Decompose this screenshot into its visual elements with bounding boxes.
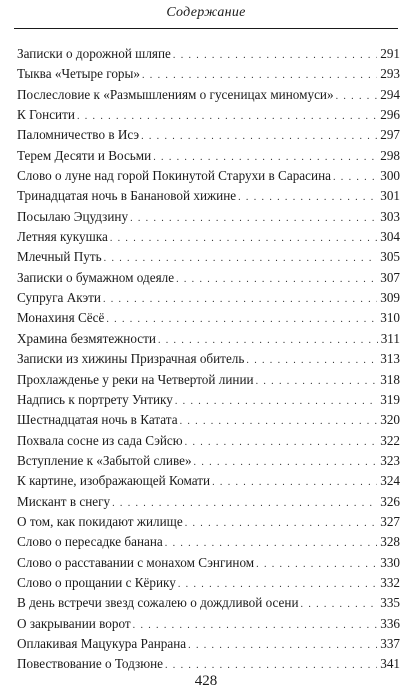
toc-entry-page: 320 (380, 412, 400, 428)
toc-entry-page: 335 (380, 595, 400, 611)
dot-leader (173, 46, 377, 66)
toc-entry-page: 313 (380, 351, 400, 367)
toc-entry-title: Млечный Путь (17, 249, 102, 265)
toc-entry-page: 304 (380, 229, 400, 245)
toc-entry-page: 305 (380, 249, 400, 265)
toc-entry-title: Вступление к «Забытой сливе» (17, 452, 192, 468)
toc-entry-title: Тринадцатая ночь в Банановой хижине (17, 188, 237, 204)
dot-leader (188, 636, 377, 656)
dot-leader (180, 412, 378, 432)
toc-entry-page: 291 (380, 46, 400, 61)
toc-entry-title: Летняя кукушка (17, 229, 108, 245)
toc-entry (17, 431, 400, 451)
toc-entry (17, 288, 400, 308)
dot-leader (256, 555, 377, 575)
dot-leader (175, 392, 377, 412)
dot-leader (185, 514, 378, 534)
toc-entry-title: К картине, изображающей Комати (17, 473, 211, 489)
toc-entry (17, 44, 400, 64)
dot-leader (246, 351, 377, 371)
dot-leader (153, 148, 377, 168)
toc-entry (17, 553, 400, 573)
toc-entry-page: 293 (380, 66, 400, 82)
toc-entry-page: 330 (380, 554, 400, 570)
toc-entry-title: Слово о прощании с Кёрику (17, 574, 176, 590)
dot-leader (194, 453, 378, 473)
toc-entry-title: Слово о расставании с монахом Сэнгином (17, 554, 255, 570)
dot-leader (336, 87, 378, 107)
toc-entry-title: Тыква «Четыре горы» (17, 66, 140, 82)
toc-entry-page: 297 (380, 127, 400, 143)
dot-leader (238, 188, 377, 208)
toc-entry-page: 322 (380, 432, 400, 448)
toc-entry-page: 324 (380, 473, 400, 489)
toc-entry (17, 512, 400, 532)
toc-entry (17, 410, 400, 430)
toc-entry-page: 294 (380, 86, 400, 102)
dot-leader (106, 310, 377, 330)
toc-entry-title: Записки о бумажном одеяле (17, 269, 175, 285)
toc-entry-title: Похвала сосне из сада Сэйсю (17, 432, 183, 448)
toc-entry (17, 654, 400, 674)
toc-entry-title: Паломничество в Исэ (17, 127, 140, 143)
toc-entry-title: Терем Десяти и Восьми (17, 147, 152, 163)
toc-entry-title: Слово о пересадке банана (17, 534, 163, 550)
toc-entry-title: Оплакивая Мацукура Ранрана (17, 635, 187, 651)
dot-leader (176, 270, 377, 290)
dot-leader (142, 66, 377, 86)
toc-entry (17, 390, 400, 410)
toc-entry-title: Посылаю Эцудзину (17, 208, 129, 224)
toc-entry (17, 105, 400, 125)
toc-entry-page: 323 (380, 452, 400, 468)
toc-entry-title: Повествование о Тодзюне (17, 656, 163, 672)
toc-entry (17, 370, 400, 390)
toc-entry-title: Записки о дорожной шляпе (17, 46, 171, 61)
toc-entry (17, 85, 400, 105)
dot-leader (158, 331, 378, 351)
toc-entry (17, 64, 400, 84)
toc-entry-page: 301 (380, 188, 400, 204)
dot-leader (103, 290, 377, 310)
toc-entry-title: Слово о луне над горой Покинутой Старухи в Сарасина (17, 168, 331, 184)
toc-entry-page: 298 (380, 147, 400, 163)
toc-entry (17, 532, 400, 552)
dot-leader (141, 127, 377, 147)
dot-leader (104, 249, 378, 269)
toc-entry-page: 300 (380, 168, 400, 184)
dot-leader (165, 534, 377, 554)
toc-entry-page: 341 (380, 656, 400, 672)
toc-entry (17, 247, 400, 267)
toc-entry-title: Супруга Акэти (17, 290, 101, 306)
dot-leader (77, 107, 377, 127)
dot-leader (133, 616, 378, 636)
dot-leader (256, 372, 378, 392)
dot-leader (112, 494, 377, 514)
toc-entry-title: В день встречи звезд сожалею о дождливой осени (17, 595, 299, 611)
page-number: 428 (194, 673, 218, 689)
toc-entry (17, 146, 400, 166)
toc-entry (17, 492, 400, 512)
toc-entry-title: Мискант в снегу (17, 493, 111, 509)
toc-entry-page: 296 (380, 107, 400, 123)
toc-entry-page: 310 (380, 310, 400, 326)
dot-leader (333, 168, 377, 188)
toc-entry-page: 336 (380, 615, 400, 631)
toc-entry-title: К Гонсити (17, 107, 75, 123)
toc-entry-title: О том, как покидают жилище (17, 513, 183, 529)
toc-entry (17, 125, 400, 145)
toc-entry (17, 614, 400, 634)
header-rule (14, 28, 398, 29)
toc-entry-page: 326 (380, 493, 400, 509)
toc-entry (17, 634, 400, 654)
toc-entry-page: 337 (380, 635, 400, 651)
toc-entry-page: 309 (380, 290, 400, 306)
toc-entry-title: Хрaмина безмятежности (17, 330, 156, 346)
toc-entry-page: 327 (380, 513, 400, 529)
toc-entry-title: Монахиня Сёсё (17, 310, 105, 326)
toc-entry (17, 227, 400, 247)
dot-leader (178, 575, 377, 595)
toc-entry (17, 573, 400, 593)
table-of-contents (17, 44, 400, 675)
toc-entry-title: Записки из хижины Призрачная обитель (17, 351, 245, 367)
dot-leader (130, 209, 377, 229)
toc-entry-title: Прохлажденье у реки на Четвертой линии (17, 371, 254, 387)
toc-entry-title: О закрывании ворот (17, 615, 131, 631)
toc-entry (17, 166, 400, 186)
dot-leader (212, 473, 377, 493)
toc-entry-title: Послесловие к «Размышлениям о гусеницах миномуси» (17, 86, 334, 102)
running-head: Содержание (166, 5, 246, 20)
toc-entry (17, 349, 400, 369)
toc-entry (17, 471, 400, 491)
toc-entry-page: 332 (380, 574, 400, 590)
toc-entry (17, 207, 400, 227)
toc-entry (17, 186, 400, 206)
toc-entry-page: 319 (380, 391, 400, 407)
toc-entry-page: 311 (380, 330, 400, 346)
toc-entry (17, 329, 400, 349)
toc-entry-page: 303 (380, 208, 400, 224)
toc-entry-title: Шестнадцатая ночь в Катата (17, 412, 178, 428)
dot-leader (110, 229, 377, 249)
dot-leader (301, 595, 378, 615)
toc-entry (17, 593, 400, 613)
toc-entry (17, 268, 400, 288)
toc-entry (17, 308, 400, 328)
toc-entry (17, 451, 400, 471)
toc-entry-title: Надпись к портрету Унтику (17, 391, 173, 407)
toc-entry-page: 318 (380, 371, 400, 387)
dot-leader (185, 433, 378, 453)
toc-entry-page: 328 (380, 534, 400, 550)
toc-entry-page: 307 (380, 269, 400, 285)
